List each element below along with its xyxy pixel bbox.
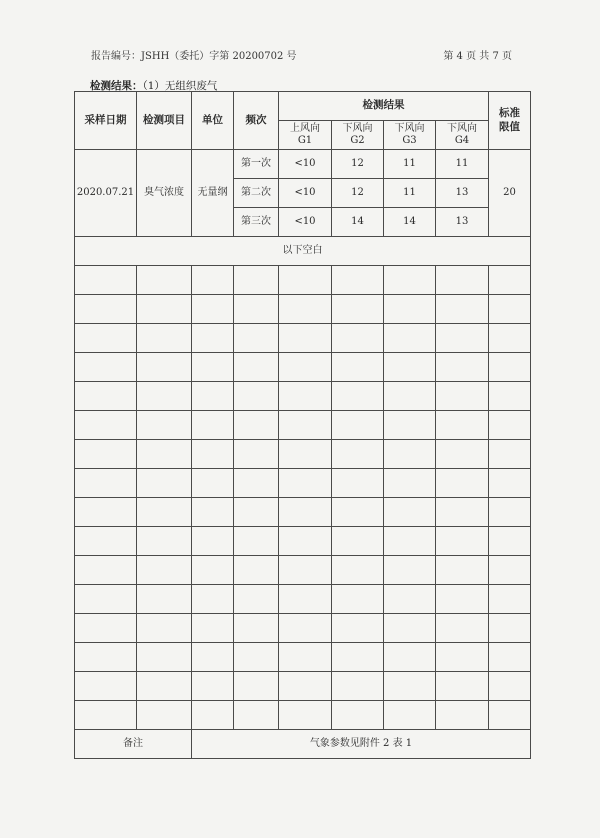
empty-cell bbox=[279, 295, 332, 324]
empty-cell bbox=[436, 411, 489, 440]
empty-cell bbox=[384, 672, 436, 701]
empty-cell bbox=[137, 498, 192, 527]
empty-cell bbox=[436, 324, 489, 353]
empty-cell bbox=[436, 266, 489, 295]
empty-cell bbox=[489, 382, 531, 411]
empty-cell bbox=[489, 295, 531, 324]
empty-row bbox=[75, 440, 531, 469]
empty-cell bbox=[436, 585, 489, 614]
empty-cell bbox=[384, 527, 436, 556]
empty-cell bbox=[75, 469, 137, 498]
empty-cell bbox=[75, 643, 137, 672]
empty-cell bbox=[192, 295, 234, 324]
empty-cell bbox=[332, 527, 384, 556]
g3-cell: 11 bbox=[384, 179, 436, 208]
header-g4: 下风向 G4 bbox=[436, 121, 489, 150]
empty-cell bbox=[192, 643, 234, 672]
empty-cell bbox=[192, 382, 234, 411]
empty-cell bbox=[234, 701, 279, 730]
empty-cell bbox=[75, 382, 137, 411]
empty-cell bbox=[279, 353, 332, 382]
empty-cell bbox=[436, 382, 489, 411]
empty-cell bbox=[75, 266, 137, 295]
empty-cell bbox=[436, 440, 489, 469]
empty-cell bbox=[489, 411, 531, 440]
empty-cell bbox=[75, 353, 137, 382]
header-item: 检测项目 bbox=[137, 92, 192, 150]
g4-cell: 11 bbox=[436, 150, 489, 179]
empty-cell bbox=[192, 353, 234, 382]
empty-cell bbox=[332, 701, 384, 730]
header-frequency: 频次 bbox=[234, 92, 279, 150]
page-header bbox=[91, 47, 512, 62]
empty-cell bbox=[489, 672, 531, 701]
header-limit: 标准限值 bbox=[489, 92, 531, 150]
report-number: 报告编号：JSHH（委托）字第 20200702 号 bbox=[91, 51, 297, 62]
empty-cell bbox=[192, 672, 234, 701]
empty-row bbox=[75, 614, 531, 643]
empty-row bbox=[75, 701, 531, 730]
test-item: 臭气浓度 bbox=[137, 150, 192, 237]
empty-cell bbox=[75, 527, 137, 556]
empty-cell bbox=[279, 324, 332, 353]
blank-rows bbox=[75, 266, 531, 730]
empty-cell bbox=[384, 266, 436, 295]
g4-cell: 13 bbox=[436, 179, 489, 208]
empty-cell bbox=[279, 498, 332, 527]
empty-row bbox=[75, 295, 531, 324]
empty-cell bbox=[234, 527, 279, 556]
empty-cell bbox=[489, 556, 531, 585]
empty-cell bbox=[436, 643, 489, 672]
empty-row bbox=[75, 643, 531, 672]
empty-cell bbox=[489, 498, 531, 527]
remark-text: 气象参数见附件 2 表 1 bbox=[192, 730, 531, 759]
empty-cell bbox=[75, 295, 137, 324]
empty-cell bbox=[192, 411, 234, 440]
empty-cell bbox=[137, 672, 192, 701]
empty-cell bbox=[234, 440, 279, 469]
empty-cell bbox=[234, 382, 279, 411]
empty-cell bbox=[234, 353, 279, 382]
empty-row bbox=[75, 498, 531, 527]
empty-cell bbox=[332, 498, 384, 527]
g2-cell: 12 bbox=[332, 150, 384, 179]
freq-cell: 第二次 bbox=[234, 179, 279, 208]
empty-cell bbox=[279, 643, 332, 672]
empty-cell bbox=[332, 324, 384, 353]
empty-cell bbox=[332, 440, 384, 469]
empty-cell bbox=[384, 556, 436, 585]
empty-cell bbox=[75, 411, 137, 440]
empty-cell bbox=[137, 469, 192, 498]
empty-cell bbox=[234, 411, 279, 440]
empty-cell bbox=[436, 469, 489, 498]
empty-cell bbox=[137, 411, 192, 440]
empty-cell bbox=[384, 324, 436, 353]
empty-cell bbox=[192, 614, 234, 643]
empty-cell bbox=[192, 585, 234, 614]
empty-cell bbox=[384, 295, 436, 324]
header-g3: 下风向 G3 bbox=[384, 121, 436, 150]
empty-cell bbox=[279, 469, 332, 498]
empty-row bbox=[75, 556, 531, 585]
empty-cell bbox=[384, 353, 436, 382]
empty-cell bbox=[384, 701, 436, 730]
empty-cell bbox=[436, 556, 489, 585]
page-info: 第 4 页 共 7 页 bbox=[443, 51, 512, 62]
empty-cell bbox=[332, 556, 384, 585]
empty-cell bbox=[137, 324, 192, 353]
g3-cell: 14 bbox=[384, 208, 436, 237]
empty-cell bbox=[489, 614, 531, 643]
unit-cell: 无量纲 bbox=[192, 150, 234, 237]
empty-cell bbox=[75, 324, 137, 353]
empty-cell bbox=[75, 672, 137, 701]
blank-note: 以下空白 bbox=[75, 237, 531, 266]
empty-cell bbox=[75, 440, 137, 469]
empty-cell bbox=[234, 585, 279, 614]
empty-cell bbox=[384, 382, 436, 411]
empty-cell bbox=[234, 672, 279, 701]
empty-cell bbox=[137, 556, 192, 585]
empty-cell bbox=[75, 585, 137, 614]
empty-row bbox=[75, 411, 531, 440]
empty-cell bbox=[279, 614, 332, 643]
sample-date: 2020.07.21 bbox=[75, 150, 137, 237]
empty-cell bbox=[234, 295, 279, 324]
empty-cell bbox=[279, 440, 332, 469]
empty-cell bbox=[234, 324, 279, 353]
empty-cell bbox=[192, 440, 234, 469]
results-table bbox=[74, 91, 531, 759]
empty-cell bbox=[137, 701, 192, 730]
empty-cell bbox=[234, 614, 279, 643]
empty-cell bbox=[279, 556, 332, 585]
empty-cell bbox=[332, 266, 384, 295]
empty-row bbox=[75, 324, 531, 353]
empty-cell bbox=[384, 411, 436, 440]
section-label: 检测结果： bbox=[90, 80, 143, 92]
g2-cell: 14 bbox=[332, 208, 384, 237]
freq-cell: 第三次 bbox=[234, 208, 279, 237]
empty-cell bbox=[332, 382, 384, 411]
empty-cell bbox=[332, 411, 384, 440]
empty-cell bbox=[279, 382, 332, 411]
empty-cell bbox=[192, 556, 234, 585]
empty-cell bbox=[192, 498, 234, 527]
empty-cell bbox=[489, 469, 531, 498]
empty-cell bbox=[192, 527, 234, 556]
freq-cell: 第一次 bbox=[234, 150, 279, 179]
empty-row bbox=[75, 585, 531, 614]
empty-cell bbox=[489, 353, 531, 382]
empty-cell bbox=[332, 643, 384, 672]
empty-cell bbox=[279, 672, 332, 701]
empty-cell bbox=[384, 498, 436, 527]
empty-cell bbox=[332, 469, 384, 498]
empty-cell bbox=[384, 585, 436, 614]
empty-cell bbox=[137, 266, 192, 295]
empty-cell bbox=[332, 614, 384, 643]
empty-cell bbox=[436, 295, 489, 324]
empty-cell bbox=[75, 701, 137, 730]
empty-cell bbox=[75, 556, 137, 585]
empty-cell bbox=[279, 411, 332, 440]
empty-cell bbox=[384, 643, 436, 672]
g1-cell: <10 bbox=[279, 208, 332, 237]
empty-cell bbox=[234, 556, 279, 585]
empty-row bbox=[75, 527, 531, 556]
empty-cell bbox=[384, 469, 436, 498]
section-subtitle: （1）无组织废气 bbox=[142, 80, 218, 92]
empty-cell bbox=[489, 266, 531, 295]
empty-cell bbox=[279, 585, 332, 614]
g2-cell: 12 bbox=[332, 179, 384, 208]
empty-cell bbox=[332, 353, 384, 382]
empty-cell bbox=[192, 266, 234, 295]
empty-cell bbox=[234, 266, 279, 295]
empty-row bbox=[75, 353, 531, 382]
empty-cell bbox=[75, 498, 137, 527]
empty-row bbox=[75, 469, 531, 498]
empty-cell bbox=[137, 295, 192, 324]
empty-cell bbox=[192, 469, 234, 498]
empty-cell bbox=[234, 643, 279, 672]
empty-cell bbox=[384, 614, 436, 643]
remark-label: 备注 bbox=[75, 730, 192, 759]
empty-cell bbox=[489, 643, 531, 672]
g4-cell: 13 bbox=[436, 208, 489, 237]
empty-cell bbox=[279, 701, 332, 730]
empty-cell bbox=[489, 324, 531, 353]
g1-cell: <10 bbox=[279, 150, 332, 179]
empty-cell bbox=[436, 701, 489, 730]
empty-cell bbox=[384, 440, 436, 469]
empty-cell bbox=[489, 701, 531, 730]
empty-cell bbox=[279, 266, 332, 295]
empty-cell bbox=[332, 672, 384, 701]
empty-cell bbox=[436, 672, 489, 701]
table-row bbox=[75, 150, 531, 179]
empty-cell bbox=[137, 527, 192, 556]
empty-row bbox=[75, 266, 531, 295]
empty-cell bbox=[137, 382, 192, 411]
empty-cell bbox=[137, 585, 192, 614]
header-g2: 下风向 G2 bbox=[332, 121, 384, 150]
empty-row bbox=[75, 382, 531, 411]
header-unit: 单位 bbox=[192, 92, 234, 150]
empty-cell bbox=[75, 614, 137, 643]
empty-cell bbox=[489, 585, 531, 614]
empty-cell bbox=[192, 701, 234, 730]
empty-cell bbox=[332, 585, 384, 614]
header-date: 采样日期 bbox=[75, 92, 137, 150]
empty-cell bbox=[137, 353, 192, 382]
empty-cell bbox=[234, 498, 279, 527]
empty-row bbox=[75, 672, 531, 701]
g1-cell: <10 bbox=[279, 179, 332, 208]
empty-cell bbox=[234, 469, 279, 498]
header-g1: 上风向 G1 bbox=[279, 121, 332, 150]
empty-cell bbox=[137, 614, 192, 643]
empty-cell bbox=[137, 440, 192, 469]
empty-cell bbox=[332, 295, 384, 324]
empty-cell bbox=[489, 527, 531, 556]
empty-cell bbox=[436, 498, 489, 527]
g3-cell: 11 bbox=[384, 150, 436, 179]
empty-cell bbox=[489, 440, 531, 469]
limit-value: 20 bbox=[489, 150, 531, 237]
empty-cell bbox=[436, 527, 489, 556]
empty-cell bbox=[279, 527, 332, 556]
empty-cell bbox=[137, 643, 192, 672]
empty-cell bbox=[192, 324, 234, 353]
header-results: 检测结果 bbox=[279, 92, 489, 121]
empty-cell bbox=[436, 353, 489, 382]
empty-cell bbox=[436, 614, 489, 643]
